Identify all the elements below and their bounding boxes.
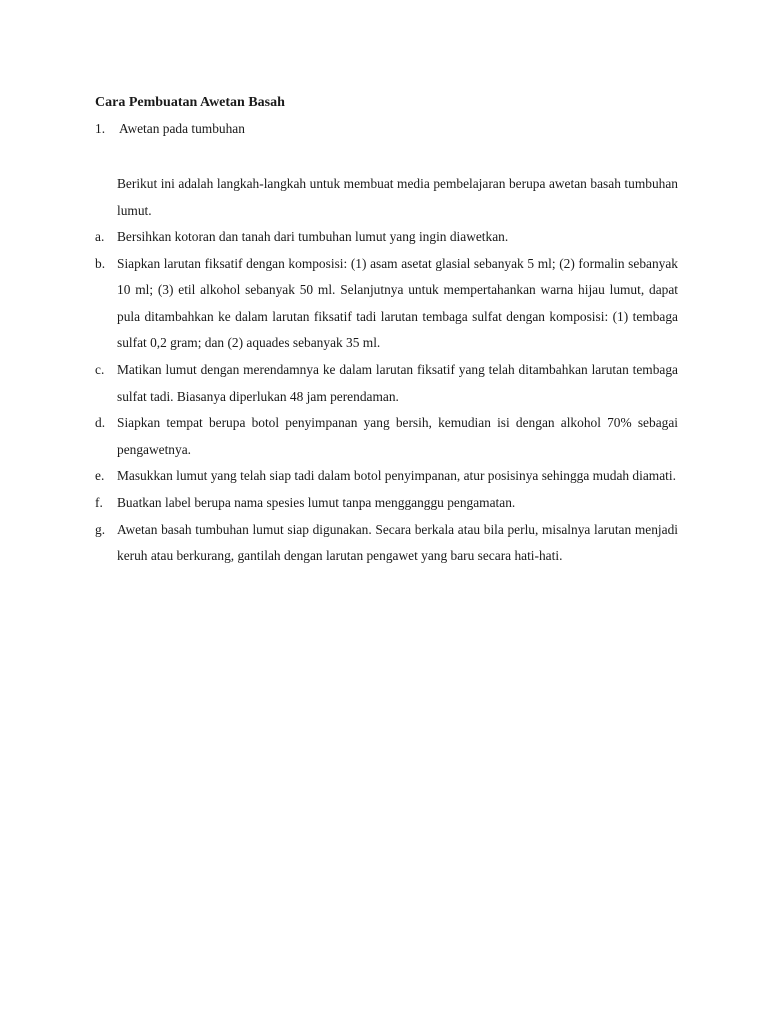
- section-heading: [95, 118, 245, 140]
- step-text: Buatkan label berupa nama spesies lumut tanpa mengganggu pengamatan.: [117, 494, 516, 510]
- step-marker: c.: [95, 361, 105, 377]
- section-heading-text: Awetan pada tumbuhan: [119, 121, 245, 136]
- step-text: Siapkan larutan fiksatif dengan komposisi: (1) asam asetat glasial sebanyak 5 ml; (2) formalin sebanyak 10 ml; (3) etil alkohol sebanyak 50 ml. Selanjutnya untuk mempertahankan warna hijau lumut, dapat pula ditambahkan ke dalam larutan fiksatif tadi larutan tembaga sulfat dengan komposisi: (1) tembaga sulfat 0,2 gram; dan (2) aquades sebanyak 35 ml.: [117, 255, 678, 351]
- step-marker: g.: [95, 521, 106, 537]
- step-item-g: [95, 517, 678, 570]
- steps-list: [95, 224, 678, 570]
- step-marker: d.: [95, 415, 106, 431]
- step-marker: e.: [95, 468, 105, 484]
- step-marker: a.: [95, 229, 105, 244]
- step-item-c: [95, 357, 678, 410]
- step-text: Siapkan tempat berupa botol penyimpanan yang bersih, kemudian isi dengan alkohol 70% sebagai pengawetnya.: [117, 415, 678, 457]
- step-item-b: [95, 251, 678, 357]
- document-title: Cara Pembuatan Awetan Basah: [95, 95, 285, 110]
- step-item-e: [95, 463, 678, 490]
- step-item-d: [95, 410, 678, 463]
- step-item-a: [95, 224, 678, 251]
- step-text: Awetan basah tumbuhan lumut siap digunakan. Secara berkala atau bila perlu, misalnya larutan menjadi keruh atau berkurang, gantilah dengan larutan pengawet yang baru secara hati-hati.: [117, 521, 678, 564]
- step-text: Matikan lumut dengan merendamnya ke dalam larutan fiksatif yang telah ditambahkan larutan tembaga sulfat tadi. Biasanya diperlukan 48 jam perendaman.: [117, 361, 678, 404]
- step-item-f: [95, 490, 678, 517]
- step-marker: b.: [95, 255, 106, 271]
- section-number: 1.: [95, 121, 106, 136]
- step-marker: f.: [95, 494, 103, 510]
- intro-paragraph: Berikut ini adalah langkah-langkah untuk membuat media pembelajaran berupa awetan basah tumbuhan lumut.: [117, 176, 678, 218]
- step-text: Bersihkan kotoran dan tanah dari tumbuhan lumut yang ingin diawetkan.: [117, 229, 509, 244]
- step-text: Masukkan lumut yang telah siap tadi dalam botol penyimpanan, atur posisinya sehingga mudah diamati.: [117, 468, 676, 484]
